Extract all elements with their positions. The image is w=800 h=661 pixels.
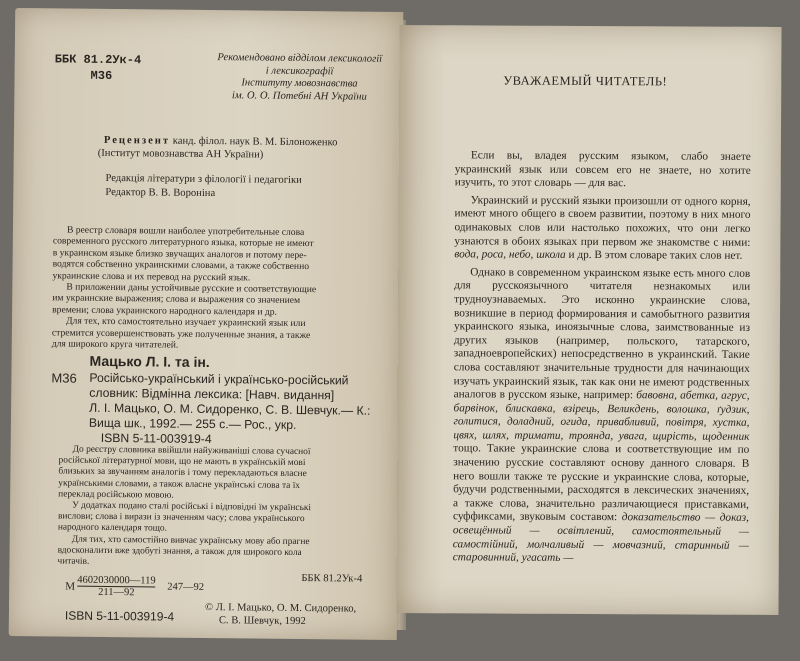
recommendation-line: Рекомендовано відділом лексикології — [217, 52, 383, 65]
reviewer-label: Рецензент — [103, 134, 171, 147]
paragraph-3-examples: бавовна, абетка, агрус, барвінок, блискавка, взірець, Великдень, волошка, ґудзик, голитися, доладний, огида, привабливий, повітря, хустка, цвях, шлях, тримати, троянда, увага, щирість, щоденник — [453, 389, 750, 443]
recommendation-block — [204, 52, 395, 104]
reviewer-text: канд. філол. наук В. М. Білоноженко — [172, 135, 338, 149]
bbk-index: ББК 81.2Ук-4 — [54, 52, 142, 68]
paragraph-3-text-mid: тощо. Такие украинские слова и соответствующие им по значению русские составляют основу данного словаря. В него вошли также те русские и украинские слова, которые, будучи родственными, расходятся в лексических значениях, а также слова, значительно различающиеся приставками, суффиксами, звуковым составом: — [452, 442, 750, 524]
catalog-code: М36 — [90, 68, 113, 84]
paragraph-2-text-end: и др. В этом словаре таких слов нет. — [565, 249, 743, 262]
annotation-line: им украинские выражения; слова и выражения со значением — [52, 292, 301, 307]
recommendation-line: Інституту мовознавства — [241, 77, 358, 90]
page-heading: УВАЖАЕМЫЙ ЧИТАТЕЛЬ! — [503, 73, 668, 89]
biblio-isbn: ISBN 5-11-003919-4 — [100, 430, 212, 447]
left-page — [9, 8, 404, 640]
annotation-line: До реєстру словника ввійшли найуживаніші слова сучасної — [72, 444, 311, 458]
biblio-code: М36 — [51, 370, 77, 386]
annotation-line: украинские слова и их перевод на русский язык. — [52, 270, 251, 284]
annotation-line: В реестр словаря вошли наиболее употребительные слова — [66, 224, 305, 239]
biblio-line: Л. І. Мацько, О. М. Сидоренко, С. В. Шевчук.— К.: — [89, 400, 371, 418]
biblio-line: Вища шк., 1992.— 255 с.— Рос., укр. — [88, 415, 297, 432]
paragraph-2 — [454, 194, 750, 264]
annotation-line: В приложении даны устойчивые русские и соответствующие — [66, 281, 317, 296]
paragraph-1: Если вы, владея русским языком, слабо знаете украинский язык или совсем его не знаете, но хотите изучить, то этот словарь — для вас. — [454, 149, 751, 190]
fraction-denominator: 211—92 — [77, 586, 155, 599]
annotation-line: народного календаря тощо. — [57, 522, 168, 535]
copyright-line: © Л. І. Мацько, О. М. Сидоренко, — [204, 602, 357, 615]
bbk-bottom: ББК 81.2Ук-4 — [301, 573, 363, 585]
annotation-line: Для тех, кто самостоятельно изучает украинский язык или — [65, 315, 306, 330]
annotation-line: У додатках подано сталі російські і відповідні їм українські — [72, 500, 312, 514]
paragraph-3 — [453, 266, 751, 567]
editor: Редактор В. В. Вороніна — [105, 186, 216, 200]
editorial-office: Редакція літератури з філології і педагогіки — [105, 172, 302, 186]
annotation-line: водятся собственно украинскими словами, а также собственно — [52, 258, 310, 273]
fraction-numerator: 4602030000—119 — [77, 574, 156, 587]
annotation-line: російської літературної мови, що не мають в українській мові — [58, 455, 306, 469]
authors-heading: Мацько Л. І. та ін. — [89, 352, 210, 371]
copyright-line: С. В. Шевчук, 1992 — [218, 614, 306, 627]
ukrainian-annotation — [57, 444, 378, 571]
paragraph-2-examples: вода, роса, небо, школа — [454, 248, 566, 262]
annotation-line: вислови; слова і вирази із значенням часу; слова українського — [57, 511, 305, 525]
annotation-line: Для тих, хто самостійно вивчає українську мову або прагне — [71, 534, 310, 547]
right-page — [396, 25, 781, 615]
annotation-line: близьких за звучанням аналогів і тому перекладаються власне — [58, 466, 307, 480]
reviewer-block — [97, 134, 394, 163]
annotation-line: в украинском языке близко звучащих аналогов и потому пере- — [52, 247, 307, 261]
annotation-line: вдосконалити вже здобуті знання, а також для широкого кола — [57, 545, 302, 558]
recommendation-line: і лексикографії — [265, 65, 334, 77]
fraction-code: 247—92 — [167, 581, 205, 593]
copyright — [205, 602, 385, 629]
annotation-line: читачів. — [57, 556, 90, 567]
annotation-line: українськими словами, а також власне українські слова та їх — [58, 478, 301, 491]
annotation-line: переклад російською мовою. — [58, 489, 174, 501]
annotation-line: стремится усовершенствовать уже полученные знания, а также — [51, 327, 311, 341]
classification-m: М — [65, 580, 76, 593]
body-text — [453, 149, 751, 566]
reviewer-institute: (Інститут мовознавства АН України) — [97, 147, 264, 161]
classification-fraction — [77, 575, 156, 599]
annotation-line: времени; слова украинского народного календаря и др. — [52, 304, 278, 318]
paragraph-3-examples-2: доказательство — доказ, освещённый — освітлений, самостоятельный — самостійний, молчаливый — мовчазний, старинный — старовинний, угасать — — [452, 511, 750, 565]
annotation-line: современного русского литературного языка, которые не имеют — [52, 235, 314, 250]
bibliographic-record — [89, 371, 390, 449]
isbn-bottom: ISBN 5-11-003919-4 — [64, 608, 175, 624]
russian-annotation — [52, 224, 378, 353]
recommendation-line: ім. О. О. Потебні АН України — [231, 90, 367, 103]
annotation-line: для широкого круга читателей. — [51, 338, 179, 351]
paragraph-2-text: Украинский и русский языки произошли от одного корня, имеют много общего в своем развитии, поэтому в них много одинаковых слов или настолько похожих, что они легко узнаются в обоих языках при первом же знакомстве с ними: — [454, 194, 751, 249]
paragraph-3-text: Однако в современном украинском языке есть много слов для русскоязычного читателя незнакомых или трудноузнаваемых. Это исконно украинские слова, возникшие в период формирования и самобытного развития украинского языка, иноязычные слова, заимствованные из других языков (например, польского, татарского, западноевропейских) непосредственно в украинский. Такие слова составляют значительные трудности для начинающих изучать украинский язык, так как они не имеют родственных аналогов в русском языке, например: — [453, 266, 751, 402]
biblio-line: Російсько-український і українсько-російський — [89, 370, 349, 388]
biblio-line: словник: Відмінна лексика: [Навч. видання] — [89, 385, 335, 403]
